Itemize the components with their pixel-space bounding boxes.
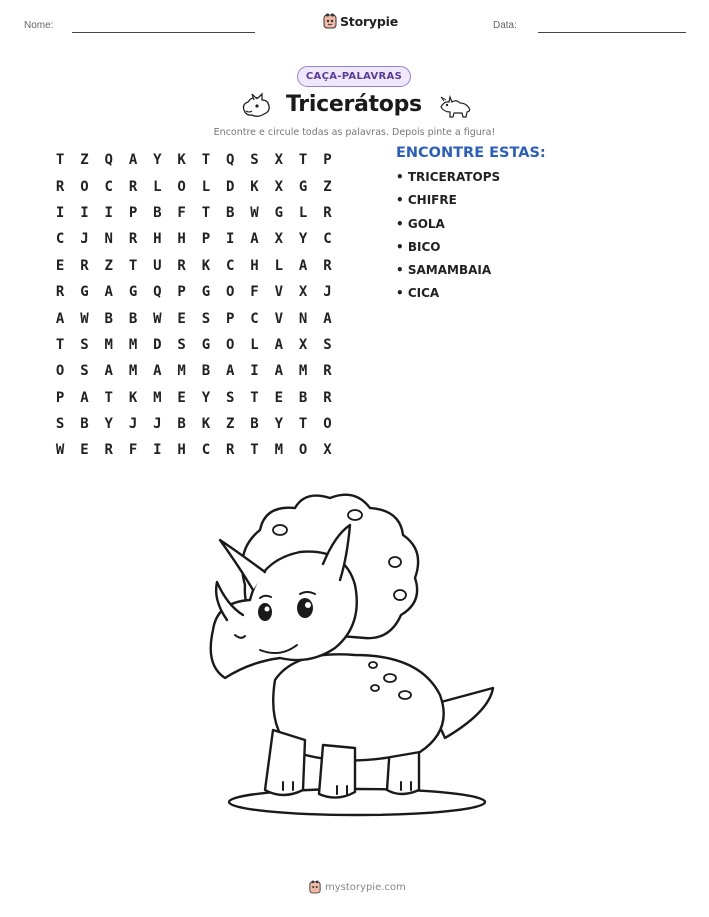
triceratops-icon (438, 93, 472, 119)
grid-letter[interactable]: X (274, 231, 284, 248)
grid-letter[interactable]: W (250, 204, 259, 221)
grid-letter[interactable]: X (323, 442, 332, 459)
grid-letter[interactable]: P (177, 284, 186, 301)
grid-letter[interactable]: R (323, 389, 332, 406)
grid-letter[interactable]: M (298, 363, 308, 380)
grid-letter[interactable]: Q (226, 152, 235, 169)
grid-letter[interactable]: W (153, 310, 162, 327)
grid-letter[interactable]: U (153, 257, 162, 274)
grid-letter[interactable]: B (226, 204, 235, 221)
triceratops-head-icon (240, 92, 272, 120)
grid-letter[interactable]: Q (104, 152, 113, 169)
grid-letter[interactable]: Y (153, 152, 162, 169)
grid-letter[interactable]: P (55, 389, 65, 406)
brand-name: Storypie (340, 13, 398, 29)
grid-letter[interactable]: H (153, 231, 162, 248)
grid-letter[interactable]: G (201, 336, 211, 353)
grid-letter[interactable]: O (80, 178, 89, 195)
grid-letter[interactable]: H (177, 442, 186, 459)
grid-letter[interactable]: X (298, 336, 308, 353)
footer (309, 880, 406, 894)
grid-letter[interactable]: Z (104, 257, 113, 274)
grid-letter[interactable]: E (55, 257, 65, 274)
word-search-grid[interactable] (48, 147, 340, 464)
grid-letter[interactable]: O (226, 336, 235, 353)
grid-letter[interactable]: W (80, 310, 89, 327)
activity-badge (297, 66, 411, 87)
grid-letter[interactable]: R (55, 284, 65, 301)
grid-letter[interactable]: C (201, 442, 211, 459)
grid-letter[interactable]: O (177, 178, 186, 195)
grid-letter[interactable]: I (104, 204, 113, 221)
grid-letter[interactable]: J (128, 416, 138, 433)
grid-letter[interactable]: L (298, 204, 308, 221)
grid-letter[interactable]: F (177, 204, 186, 221)
word-item: • SAMAMBAIA (396, 263, 492, 278)
grid-letter[interactable]: Z (226, 416, 235, 433)
grid-letter[interactable]: T (201, 204, 211, 221)
grid-row (48, 200, 340, 226)
grid-letter[interactable]: T (201, 152, 211, 169)
grid-letter[interactable]: D (226, 178, 235, 195)
grid-row (48, 385, 340, 411)
grid-letter[interactable]: J (153, 416, 162, 433)
word-list (396, 170, 500, 310)
grid-letter[interactable]: G (298, 178, 308, 195)
word-item: • BICO (396, 239, 441, 254)
grid-letter[interactable]: A (226, 363, 235, 380)
grid-letter[interactable]: X (274, 178, 284, 195)
grid-row (48, 437, 340, 463)
grid-row (48, 279, 340, 305)
name-label: Nome: (24, 20, 54, 31)
grid-letter[interactable]: F (128, 442, 138, 459)
grid-letter[interactable]: B (80, 416, 89, 433)
grid-letter[interactable]: A (80, 389, 89, 406)
grid-letter[interactable]: O (298, 442, 308, 459)
grid-letter[interactable]: Y (104, 416, 113, 433)
grid-letter[interactable]: B (128, 310, 138, 327)
grid-letter[interactable]: J (323, 284, 332, 301)
grid-letter[interactable]: R (80, 257, 89, 274)
grid-letter[interactable]: M (274, 442, 284, 459)
grid-letter[interactable]: T (298, 152, 308, 169)
grid-letter[interactable]: O (55, 363, 65, 380)
grid-letter[interactable]: L (201, 178, 211, 195)
grid-letter[interactable]: R (226, 442, 235, 459)
grid-letter[interactable]: Y (298, 231, 308, 248)
grid-letter[interactable]: X (298, 284, 308, 301)
grid-letter[interactable]: A (104, 363, 113, 380)
grid-letter[interactable]: T (250, 389, 259, 406)
grid-letter[interactable]: R (323, 257, 332, 274)
grid-letter[interactable]: A (298, 257, 308, 274)
grid-letter[interactable]: M (153, 389, 162, 406)
grid-letter[interactable]: S (55, 416, 65, 433)
grid-row (48, 305, 340, 331)
grid-letter[interactable]: Z (80, 152, 89, 169)
grid-letter[interactable]: E (177, 310, 186, 327)
grid-row (48, 147, 340, 173)
grid-letter[interactable]: S (226, 389, 235, 406)
grid-letter[interactable]: G (274, 204, 284, 221)
grid-letter[interactable]: P (323, 152, 332, 169)
grid-letter[interactable]: M (177, 363, 186, 380)
grid-letter[interactable]: A (55, 310, 65, 327)
grid-row (48, 358, 340, 384)
word-list-title: ENCONTRE ESTAS: (396, 145, 546, 161)
grid-letter[interactable]: T (250, 442, 259, 459)
grid-letter[interactable]: S (177, 336, 186, 353)
grid-letter[interactable]: Y (274, 416, 284, 433)
grid-letter[interactable]: B (153, 204, 162, 221)
grid-letter[interactable]: E (274, 389, 284, 406)
grid-letter[interactable]: M (128, 336, 138, 353)
footer-url[interactable]: mystorypie.com (325, 881, 406, 893)
grid-row (48, 332, 340, 358)
grid-letter[interactable]: B (177, 416, 186, 433)
grid-letter[interactable]: A (250, 231, 259, 248)
grid-letter[interactable]: I (153, 442, 162, 459)
grid-letter[interactable]: D (153, 336, 162, 353)
activity-badge-label: CAÇA-PALAVRAS (305, 71, 403, 82)
grid-letter[interactable]: C (226, 257, 235, 274)
grid-letter[interactable]: A (128, 152, 138, 169)
grid-letter[interactable]: L (250, 336, 259, 353)
instructions: Encontre e circule todas as palavras. Depois pinte a figura! (213, 127, 496, 138)
grid-letter[interactable]: R (323, 204, 332, 221)
grid-letter[interactable]: S (201, 310, 211, 327)
grid-letter[interactable]: V (274, 284, 284, 301)
grid-letter[interactable]: H (250, 257, 259, 274)
grid-letter[interactable]: C (250, 310, 259, 327)
grid-letter[interactable]: A (104, 284, 113, 301)
grid-letter[interactable]: Q (153, 284, 162, 301)
triceratops-coloring-illustration (205, 490, 505, 820)
grid-letter[interactable]: M (104, 336, 113, 353)
brand (323, 13, 398, 29)
grid-letter[interactable]: A (323, 310, 332, 327)
grid-letter[interactable]: A (274, 363, 284, 380)
grid-letter[interactable]: G (128, 284, 138, 301)
grid-letter[interactable]: A (153, 363, 162, 380)
grid-letter[interactable]: Z (323, 178, 332, 195)
grid-letter[interactable]: H (177, 231, 186, 248)
storypie-logo-icon (323, 13, 337, 29)
word-item: • GOLA (396, 216, 445, 231)
grid-letter[interactable]: K (201, 416, 211, 433)
grid-letter[interactable]: S (80, 363, 89, 380)
grid-letter[interactable]: M (128, 363, 138, 380)
word-item: • CHIFRE (396, 193, 457, 208)
grid-letter[interactable]: R (128, 178, 138, 195)
grid-letter[interactable]: N (104, 231, 113, 248)
grid-letter[interactable]: N (298, 310, 308, 327)
grid-letter[interactable]: P (201, 231, 211, 248)
grid-letter[interactable]: R (323, 363, 332, 380)
grid-letter[interactable]: A (274, 336, 284, 353)
word-item: • TRICERATOPS (396, 170, 501, 184)
grid-letter[interactable]: E (177, 389, 186, 406)
grid-letter[interactable]: L (274, 257, 284, 274)
page-title: Tricerátops (286, 92, 422, 117)
grid-row (48, 226, 340, 252)
grid-row (48, 173, 340, 199)
grid-letter[interactable]: V (274, 310, 284, 327)
grid-letter[interactable]: T (298, 416, 308, 433)
name-line (72, 32, 255, 33)
grid-letter[interactable]: G (201, 284, 211, 301)
grid-letter[interactable]: B (250, 416, 259, 433)
grid-letter[interactable]: O (323, 416, 332, 433)
grid-row (48, 253, 340, 279)
grid-letter[interactable]: K (128, 389, 138, 406)
grid-letter[interactable]: O (226, 284, 235, 301)
grid-letter[interactable]: J (80, 231, 89, 248)
date-line (538, 32, 686, 33)
grid-letter[interactable]: R (104, 442, 113, 459)
grid-letter[interactable]: S (80, 336, 89, 353)
grid-letter[interactable]: K (177, 152, 186, 169)
grid-letter[interactable]: K (201, 257, 211, 274)
grid-letter[interactable]: W (55, 442, 65, 459)
grid-letter[interactable]: T (128, 257, 138, 274)
grid-letter[interactable]: C (55, 231, 65, 248)
grid-letter[interactable]: L (153, 178, 162, 195)
grid-letter[interactable]: R (177, 257, 186, 274)
grid-row (48, 411, 340, 437)
grid-letter[interactable]: Y (201, 389, 211, 406)
grid-letter[interactable]: E (80, 442, 89, 459)
grid-letter[interactable]: T (55, 336, 65, 353)
grid-letter[interactable]: C (104, 178, 113, 195)
grid-letter[interactable]: B (201, 363, 211, 380)
grid-letter[interactable]: I (226, 231, 235, 248)
grid-letter[interactable]: X (274, 152, 284, 169)
grid-letter[interactable]: G (80, 284, 89, 301)
storypie-logo-icon (309, 880, 321, 894)
date-label: Data: (493, 20, 517, 31)
grid-letter[interactable]: I (80, 204, 89, 221)
grid-letter[interactable]: T (55, 152, 65, 169)
grid-letter[interactable]: B (298, 389, 308, 406)
grid-letter[interactable]: S (323, 336, 332, 353)
grid-letter[interactable]: P (226, 310, 235, 327)
word-item: • CICA (396, 286, 440, 301)
grid-letter[interactable]: K (250, 178, 259, 195)
grid-letter[interactable]: P (128, 204, 138, 221)
grid-letter[interactable]: F (250, 284, 259, 301)
grid-letter[interactable]: I (55, 204, 65, 221)
grid-letter[interactable]: B (104, 310, 113, 327)
grid-letter[interactable]: T (104, 389, 113, 406)
grid-letter[interactable]: R (55, 178, 65, 195)
grid-letter[interactable]: I (250, 363, 259, 380)
grid-letter[interactable]: R (128, 231, 138, 248)
grid-letter[interactable]: C (323, 231, 332, 248)
grid-letter[interactable]: S (250, 152, 259, 169)
